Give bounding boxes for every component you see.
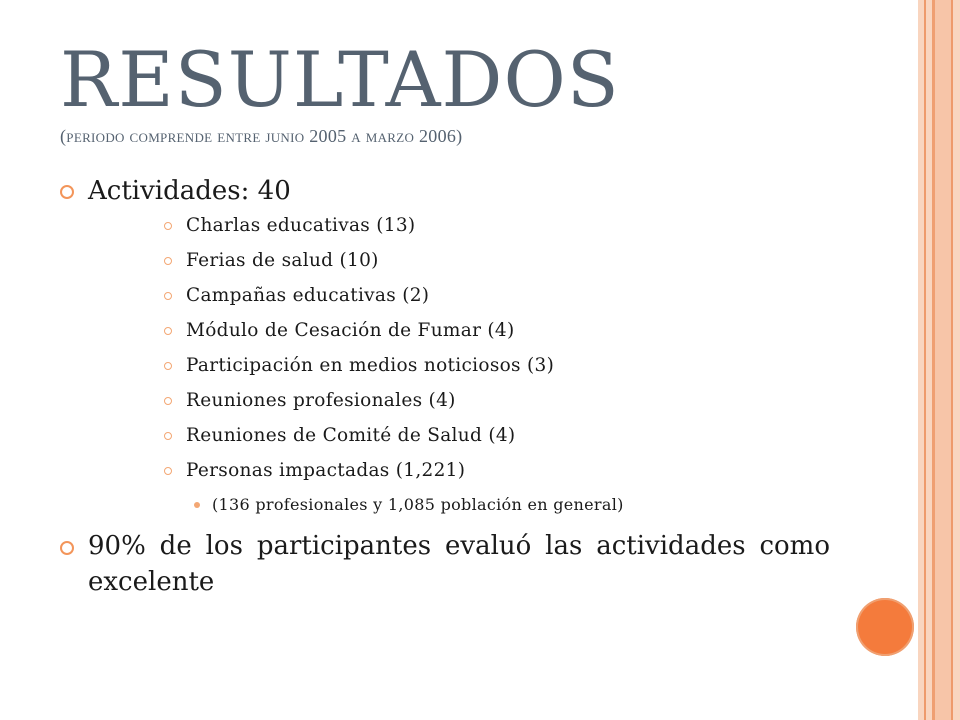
- list-item-text: Charlas educativas (13): [186, 215, 416, 236]
- ring-bullet-icon: [60, 185, 74, 199]
- sub-list-item-text: (136 profesionales y 1,085 población en general): [212, 495, 624, 514]
- evaluation-point: [60, 528, 830, 600]
- list-item: [164, 354, 830, 378]
- activities-label: Actividades: 40: [88, 176, 291, 206]
- small-ring-bullet-icon: [164, 432, 172, 440]
- list-item-text: Ferias de salud (10): [186, 250, 379, 271]
- list-item-text: Personas impactadas (1,221): [186, 460, 466, 481]
- decorative-circle: [856, 598, 914, 656]
- small-ring-bullet-icon: [164, 257, 172, 265]
- list-item: [164, 424, 830, 448]
- list-item: [164, 459, 830, 483]
- list-item: [164, 284, 830, 308]
- list-item: [164, 249, 830, 273]
- slide-title-block: [60, 35, 860, 147]
- small-ring-bullet-icon: [164, 467, 172, 475]
- small-ring-bullet-icon: [164, 327, 172, 335]
- decorative-stripe: [953, 0, 960, 720]
- list-item-text: Reuniones profesionales (4): [186, 390, 456, 411]
- small-ring-bullet-icon: [164, 397, 172, 405]
- list-item-text: Reuniones de Comité de Salud (4): [186, 425, 516, 446]
- dot-bullet-icon: [194, 502, 200, 508]
- list-item: [164, 389, 830, 413]
- slide-subtitle: (periodo comprende entre junio 2005 a marzo 2006): [60, 126, 463, 146]
- evaluation-text: 90% de los participantes evaluó las actividades como excelente: [88, 531, 830, 597]
- list-item-text: Participación en medios noticiosos (3): [186, 355, 555, 376]
- slide-title: RESULTADOS: [60, 35, 620, 124]
- list-item: [164, 319, 830, 343]
- small-ring-bullet-icon: [164, 292, 172, 300]
- list-item-text: Módulo de Cesación de Fumar (4): [186, 320, 515, 341]
- activities-heading: [60, 172, 830, 210]
- decorative-stripe: [935, 0, 951, 720]
- sub-list-item: [194, 494, 830, 516]
- slide-content: [60, 172, 830, 600]
- small-ring-bullet-icon: [164, 362, 172, 370]
- list-item: [164, 214, 830, 238]
- small-ring-bullet-icon: [164, 222, 172, 230]
- list-item-text: Campañas educativas (2): [186, 285, 430, 306]
- ring-bullet-icon: [60, 541, 74, 555]
